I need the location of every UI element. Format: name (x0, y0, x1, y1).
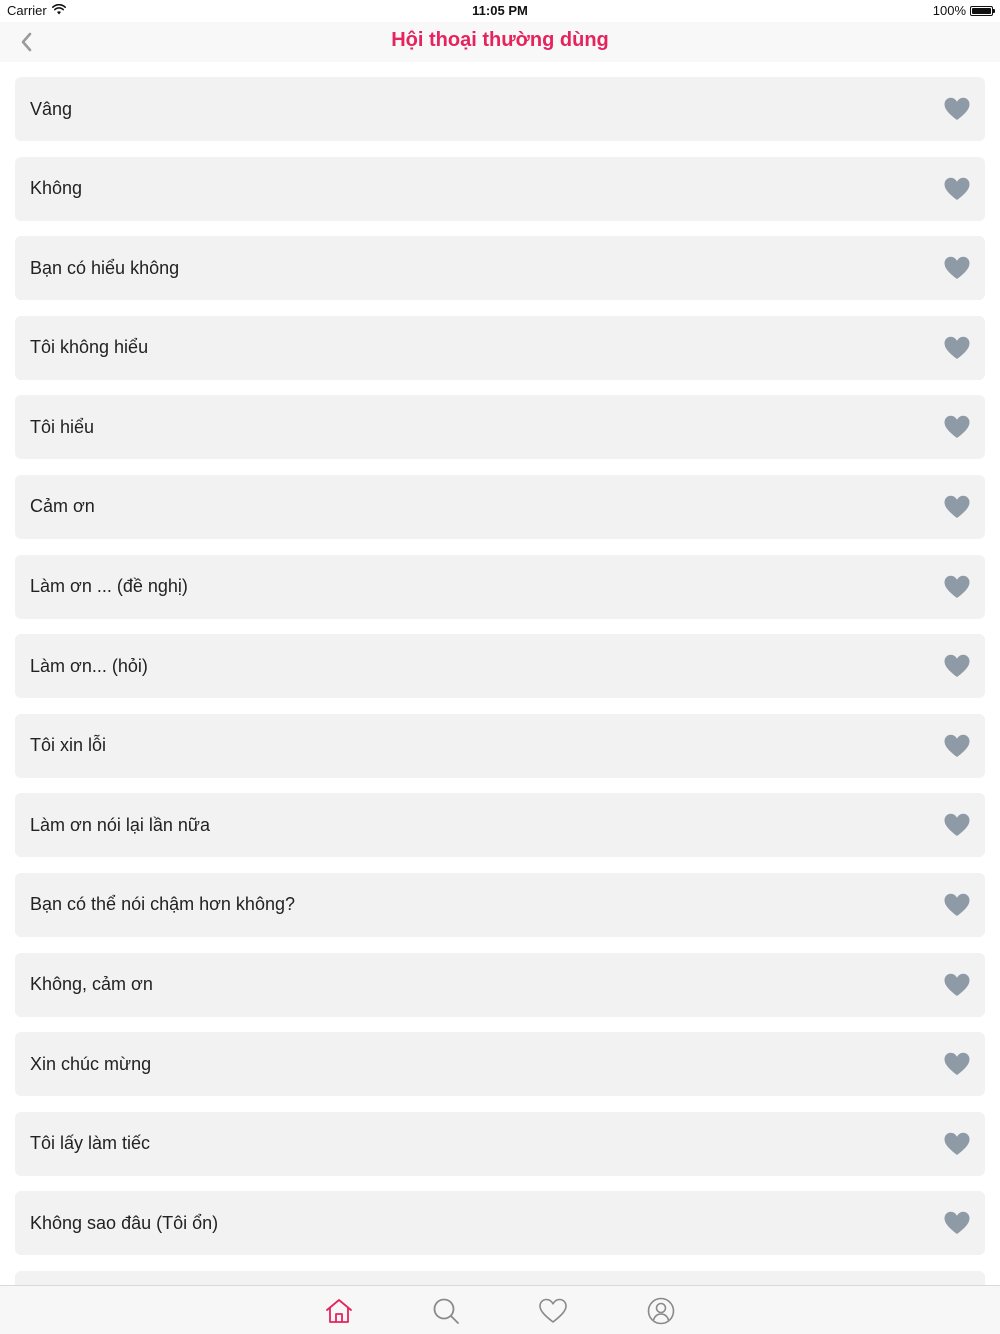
favorite-button[interactable] (943, 334, 971, 362)
phrase-label: Tôi xin lỗi (30, 735, 107, 756)
list-item[interactable] (15, 953, 985, 1017)
heart-icon (944, 813, 970, 837)
favorite-button[interactable] (943, 175, 971, 203)
heart-icon (944, 575, 970, 599)
list-item[interactable] (15, 236, 985, 300)
phrase-label: Bạn có hiểu không (30, 257, 180, 278)
heart-icon (944, 256, 970, 280)
list-item[interactable] (15, 555, 985, 619)
phrase-list (15, 77, 985, 1334)
heart-icon (944, 893, 970, 917)
phrase-label: Xin chúc mừng (30, 1053, 152, 1074)
phrase-label: Bạn có thể nói chậm hơn không? (30, 894, 295, 915)
favorite-button[interactable] (943, 573, 971, 601)
status-bar (0, 0, 1000, 22)
heart-icon (944, 336, 970, 360)
tab-home[interactable] (322, 1294, 356, 1328)
list-item[interactable] (15, 714, 985, 778)
heart-icon (944, 97, 970, 121)
phrase-label: Không sao đâu (Tôi ổn) (30, 1212, 219, 1233)
favorite-button[interactable] (943, 652, 971, 680)
list-item[interactable] (15, 395, 985, 459)
favorite-button[interactable] (943, 493, 971, 521)
heart-icon (944, 973, 970, 997)
phrase-label: Làm ơn ... (đề nghị) (30, 576, 188, 597)
carrier-label: Carrier (7, 3, 47, 18)
heart-icon (944, 734, 970, 758)
battery-icon (970, 6, 993, 16)
list-item[interactable] (15, 634, 985, 698)
favorite-button[interactable] (943, 1050, 971, 1078)
heart-icon (944, 1052, 970, 1076)
status-time: 11:05 PM (472, 3, 528, 18)
phrase-label: Làm ơn... (hỏi) (30, 655, 148, 676)
home-icon (324, 1297, 354, 1325)
favorite-button[interactable] (943, 732, 971, 760)
phrase-label: Không (30, 178, 83, 199)
favorite-button[interactable] (943, 1209, 971, 1237)
favorite-button[interactable] (943, 811, 971, 839)
status-right (933, 3, 993, 18)
phrase-label: Tôi không hiểu (30, 337, 149, 358)
list-item[interactable] (15, 475, 985, 539)
list-item[interactable] (15, 316, 985, 380)
list-item[interactable] (15, 1112, 985, 1176)
tab-favorites[interactable] (536, 1294, 570, 1328)
list-item[interactable] (15, 873, 985, 937)
phrase-label: Vâng (30, 98, 73, 119)
page-title: Hội thoại thường dùng (391, 29, 609, 51)
battery-percent: 100% (932, 3, 966, 18)
list-item[interactable] (15, 77, 985, 141)
favorite-button[interactable] (943, 971, 971, 999)
phrase-label: Tôi hiểu (30, 416, 95, 437)
navigation-bar (0, 22, 1000, 62)
user-icon (646, 1296, 676, 1326)
favorite-button[interactable] (943, 1130, 971, 1158)
phrase-label: Không, cảm ơn (30, 974, 153, 995)
heart-icon (944, 1211, 970, 1235)
list-item[interactable] (15, 793, 985, 857)
tab-account[interactable] (644, 1294, 678, 1328)
search-icon (431, 1296, 461, 1326)
heart-icon (944, 415, 970, 439)
phrase-label: Cảm ơn (30, 496, 95, 517)
phrase-label: Tôi lấy làm tiếc (30, 1133, 151, 1154)
favorite-button[interactable] (943, 95, 971, 123)
favorite-button[interactable] (943, 413, 971, 441)
heart-outline-icon (538, 1297, 568, 1325)
tab-bar (0, 1285, 1000, 1334)
heart-icon (944, 654, 970, 678)
list-item[interactable] (15, 1032, 985, 1096)
favorite-button[interactable] (943, 254, 971, 282)
list-item[interactable] (15, 157, 985, 221)
list-item[interactable] (15, 1191, 985, 1255)
heart-icon (944, 1132, 970, 1156)
phrase-label: Làm ơn nói lại lần nữa (30, 814, 210, 835)
favorite-button[interactable] (943, 891, 971, 919)
tab-search[interactable] (429, 1294, 463, 1328)
heart-icon (944, 495, 970, 519)
heart-icon (944, 177, 970, 201)
